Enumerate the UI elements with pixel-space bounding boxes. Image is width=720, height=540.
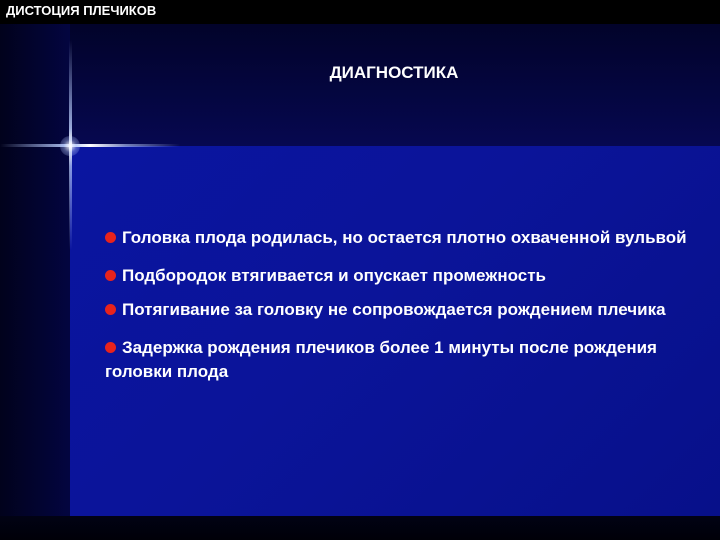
bullet-item xyxy=(105,264,705,288)
slide-title: ДИАГНОСТИКА xyxy=(329,63,459,82)
upper-panel xyxy=(0,24,720,146)
bullet-item xyxy=(105,226,705,250)
light-flare-horizontal-icon xyxy=(0,144,180,147)
bullet-item xyxy=(105,298,705,322)
red-bullet-icon xyxy=(105,232,116,243)
bullet-text: Потягивание за головку не сопровождается рождением плечика xyxy=(122,300,666,319)
bullet-text: Задержка рождения плечиков более 1 минуты после рождения головки плода xyxy=(105,338,657,381)
red-bullet-icon xyxy=(105,342,116,353)
footer-band xyxy=(0,516,720,540)
light-flare-icon xyxy=(60,136,80,156)
bullet-text: Головка плода родилась, но остается плотно охваченной вульвой xyxy=(122,228,687,247)
bullet-list xyxy=(105,226,705,398)
presentation-header: ДИСТОЦИЯ ПЛЕЧИКОВ xyxy=(6,3,157,18)
bullet-text: Подбородок втягивается и опускает промежность xyxy=(122,266,547,285)
left-panel xyxy=(0,24,70,516)
red-bullet-icon xyxy=(105,304,116,315)
red-bullet-icon xyxy=(105,270,116,281)
bullet-item xyxy=(105,336,705,384)
